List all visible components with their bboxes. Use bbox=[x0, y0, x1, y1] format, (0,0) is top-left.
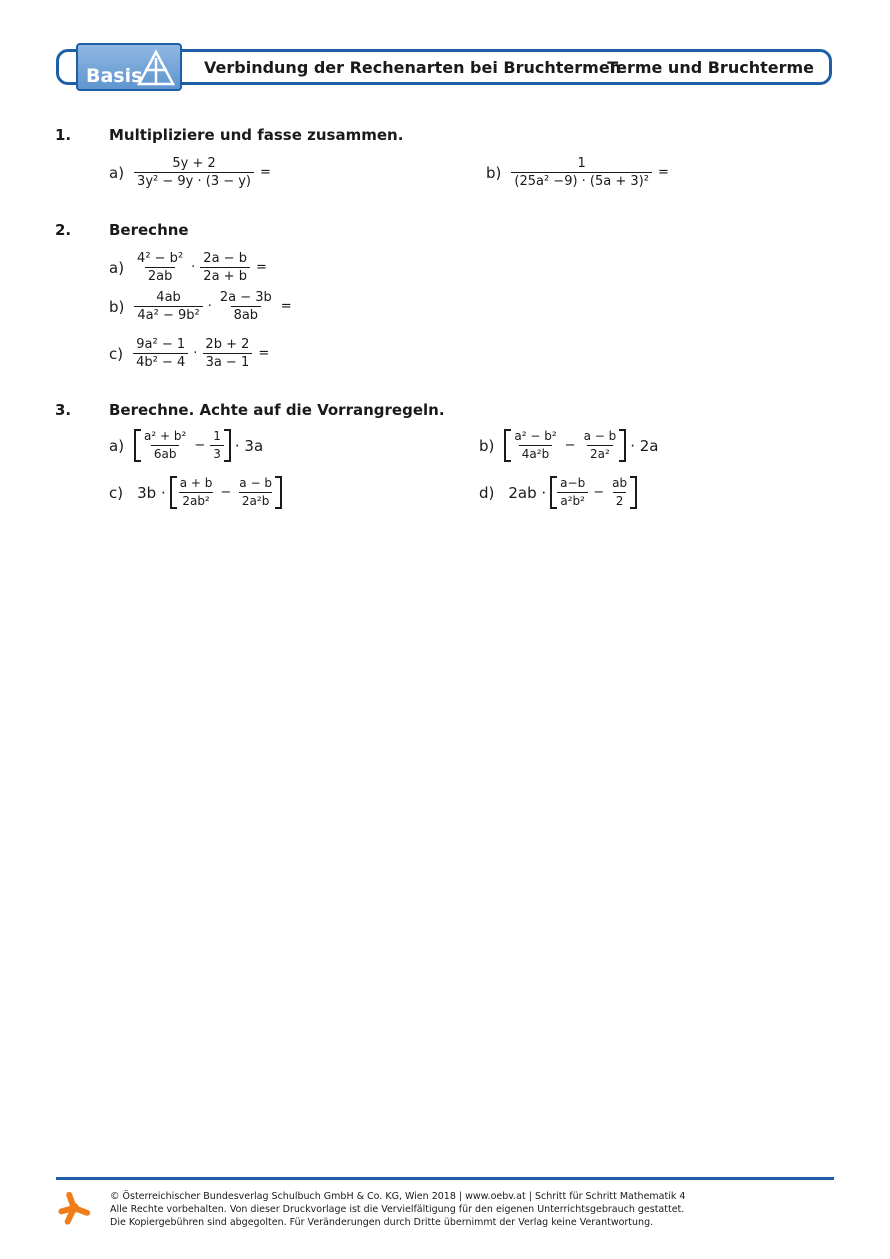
bracket-suffix: · 2a bbox=[630, 436, 659, 455]
operator: · bbox=[207, 299, 212, 314]
operator: · bbox=[193, 346, 198, 361]
task-1-title: Multipliziere und fasse zusammen. bbox=[109, 126, 404, 144]
oebv-star-logo-icon bbox=[56, 1190, 92, 1228]
denominator: 4a²b bbox=[519, 445, 552, 462]
denominator: 2ab² bbox=[179, 492, 212, 509]
numerator: a² + b² bbox=[144, 429, 187, 443]
task-2c-label: c) bbox=[109, 344, 124, 363]
numerator: 9a² − 1 bbox=[136, 337, 186, 352]
numerator: 2a − 3b bbox=[219, 290, 272, 305]
denominator: 2ab bbox=[145, 267, 176, 284]
numerator: 1 bbox=[577, 156, 586, 171]
task-3c bbox=[109, 476, 282, 509]
fraction bbox=[133, 337, 188, 370]
denominator: 3a − 1 bbox=[203, 353, 253, 370]
numerator: a + b bbox=[179, 476, 213, 490]
worksheet-topic: Terme und Bruchterme bbox=[607, 58, 814, 77]
denominator: 8ab bbox=[231, 306, 262, 323]
denominator: 2a² bbox=[587, 445, 613, 462]
footer-line-2: Alle Rechte vorbehalten. Von dieser Druckvorlage ist die Vervielfältigung für den eigenen Unterrichtsgebrauch gestattet. bbox=[110, 1204, 685, 1215]
denominator: 2a + b bbox=[200, 267, 250, 284]
denominator: 2 bbox=[613, 492, 627, 509]
fraction bbox=[134, 251, 186, 284]
task-2a bbox=[109, 251, 267, 284]
fraction bbox=[202, 337, 252, 370]
numerator: 4² − b² bbox=[137, 251, 184, 266]
square-bracket-group bbox=[550, 476, 637, 509]
task-1b-label: b) bbox=[486, 163, 502, 182]
numerator: 2a − b bbox=[203, 251, 247, 266]
numerator: a − b bbox=[239, 476, 272, 490]
fraction bbox=[511, 429, 559, 462]
task-3-number: 3. bbox=[55, 401, 72, 419]
task-3b bbox=[479, 429, 663, 462]
fraction bbox=[609, 476, 630, 509]
task-3b-label: b) bbox=[479, 436, 495, 455]
fraction bbox=[134, 290, 202, 323]
footer-line-3: Die Kopiergebühren sind abgegolten. Für Veränderungen durch Dritte übernimmt der Verlag keine Verantwortung. bbox=[110, 1217, 654, 1228]
task-1a-label: a) bbox=[109, 163, 125, 182]
footer-rule bbox=[56, 1177, 834, 1180]
equals-sign: = bbox=[280, 299, 292, 314]
task-3-title: Berechne. Achte auf die Vorrangregeln. bbox=[109, 401, 445, 419]
numerator: 5y + 2 bbox=[172, 156, 216, 171]
square-bracket-group bbox=[134, 429, 231, 462]
numerator: a − b bbox=[583, 429, 617, 443]
task-3d bbox=[479, 476, 637, 509]
denominator: (25a² −9) · (5a + 3)² bbox=[511, 172, 652, 189]
task-3c-label: c) bbox=[109, 483, 124, 502]
task-3a bbox=[109, 429, 267, 462]
task-2b-label: b) bbox=[109, 297, 125, 316]
square-bracket-group bbox=[504, 429, 626, 462]
fraction bbox=[210, 429, 224, 462]
task-3d-label: d) bbox=[479, 483, 495, 502]
operator: − bbox=[564, 438, 576, 453]
fraction bbox=[557, 476, 588, 509]
task-3a-label: a) bbox=[109, 436, 125, 455]
numerator: 1 bbox=[213, 429, 221, 443]
numerator: a² − b² bbox=[514, 429, 557, 443]
fraction bbox=[217, 290, 275, 323]
footer-copyright bbox=[110, 1190, 685, 1229]
numerator: a−b bbox=[560, 476, 586, 490]
fraction bbox=[177, 476, 216, 509]
task-2c bbox=[109, 337, 269, 370]
task-2-title: Berechne bbox=[109, 221, 189, 239]
fraction bbox=[581, 429, 620, 462]
denominator: 4a² − 9b² bbox=[134, 306, 202, 323]
task-2a-label: a) bbox=[109, 258, 125, 277]
numerator: 4ab bbox=[156, 290, 181, 305]
fraction bbox=[134, 156, 254, 189]
fraction bbox=[236, 476, 275, 509]
bracket-suffix: · 3a bbox=[234, 436, 264, 455]
task-1-number: 1. bbox=[55, 126, 72, 144]
task-2b bbox=[109, 290, 292, 323]
operator: − bbox=[593, 485, 605, 500]
denominator: 3y² − 9y · (3 − y) bbox=[134, 172, 254, 189]
equals-sign: = bbox=[260, 165, 271, 180]
fraction bbox=[141, 429, 189, 462]
equals-sign: = bbox=[255, 260, 267, 275]
task-1b bbox=[486, 156, 669, 189]
worksheet-title: Verbindung der Rechenarten bei Bruchtermen bbox=[204, 58, 622, 77]
bracket-prefix: 3b · bbox=[137, 483, 166, 502]
footer-line-1: © Österreichischer Bundesverlag Schulbuch GmbH & Co. KG, Wien 2018 | www.oebv.at | Schritt für Schritt Mathematik 4 bbox=[110, 1191, 686, 1202]
equals-sign: = bbox=[657, 165, 669, 180]
triangle-scale-icon bbox=[136, 48, 176, 88]
denominator: a²b² bbox=[557, 492, 588, 509]
denominator: 3 bbox=[210, 445, 224, 462]
denominator: 6ab bbox=[151, 445, 180, 462]
fraction bbox=[200, 251, 250, 284]
basis-label: Basis bbox=[86, 65, 143, 87]
denominator: 2a²b bbox=[239, 492, 272, 509]
task-2-number: 2. bbox=[55, 221, 72, 239]
operator: · bbox=[191, 260, 196, 275]
numerator: 2b + 2 bbox=[205, 337, 250, 352]
square-bracket-group bbox=[170, 476, 282, 509]
bracket-prefix: 2ab · bbox=[508, 483, 547, 502]
task-1a bbox=[109, 156, 271, 189]
numerator: ab bbox=[612, 476, 628, 490]
operator: − bbox=[220, 485, 232, 500]
equals-sign: = bbox=[258, 346, 270, 361]
fraction bbox=[511, 156, 652, 189]
operator: − bbox=[194, 438, 206, 453]
denominator: 4b² − 4 bbox=[133, 353, 188, 370]
basis-badge bbox=[76, 43, 182, 91]
